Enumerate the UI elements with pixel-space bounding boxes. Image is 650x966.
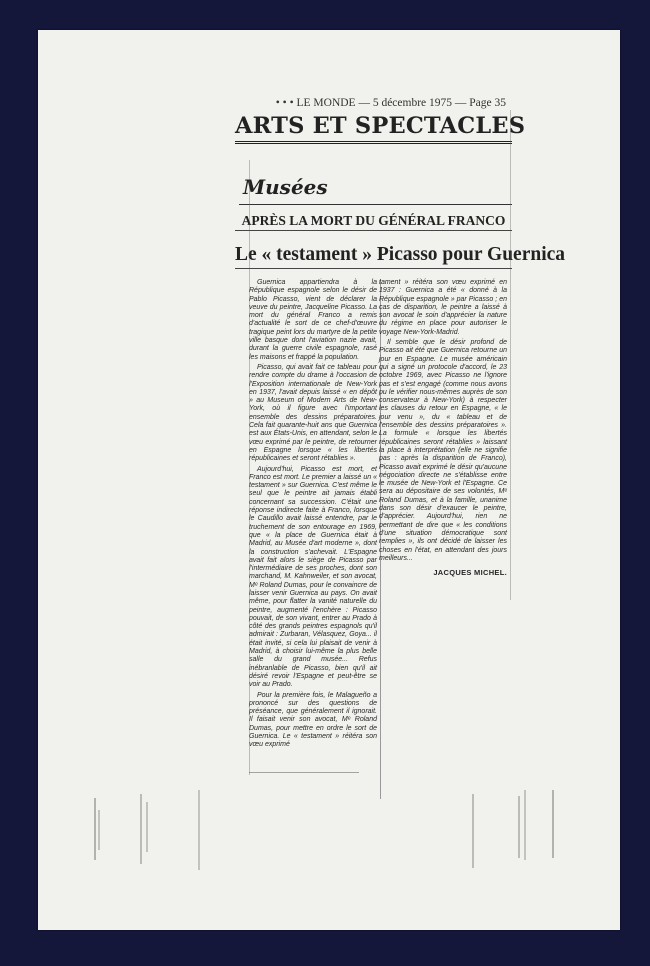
article-body	[235, 279, 512, 809]
headline: Le « testament » Picasso pour Guernica	[235, 242, 512, 269]
byline: JACQUES MICHEL.	[433, 568, 507, 578]
article-column-1	[249, 279, 381, 799]
paragraph: Guernica appartiendra à la République espagnole selon le désir de Pablo Picasso, vient de déclarer la veuve du peintre, Jacqueline Picasso. La mort du général Franco a remis d'actualité le sort de ce chef-d'œuvre tragique peint lors du martyre de la petite ville basque dont l'aviation nazie avait, durant la guerre civile espagnole, rasé les maisons et frappé la population.	[249, 279, 377, 361]
paragraph: Aujourd'hui, Picasso est mort, et Franco est mort. Le premier a laissé un « testament » sur Guernica. C'est même le seul que le peintre ait jamais établi concernant sa succession. C'était une réponse indirecte faite à Franco, lorsque le Caudillo avait laissé entendre, par le truchement de son entourage en 1969, que « la place de Guernica était à Madrid, au Musée d'art moderne », dont la construction s'achevait. L'Espagne avait fait alors le siège de Picasso par l'intermédiaire de ses proches, dont son marchand, M. Kahnweiler, et son avocat, Mᵉ Roland Dumas, pour le convaincre de laisser venir Guernica au pays. On avait même, pour flatter la vanité naturelle du peintre, augmenté l'enchère : Picasso pouvait, de son vivant, entrer au Prado à côté des grands peintres espagnols qu'il admirait : Zurbaran, Vélasquez, Goya... il était invité, si cela lui plaisait de venir à Madrid, à choisir lui-même la plus belle salle du grand musée... Refus inébranlable de Picasso, bien qu'il ait désiré revoir l'Espagne et peut-être se voir au Prado.	[249, 465, 377, 689]
paragraph: Il semble que le désir profond de Picasso ait été que Guernica retourne un jour en Espagne. Le musée américain qui a signé un protocole d'accord, le 23 octobre 1969, avec Picasso ne l'ignore pas et s'est engagé (comme nous avons pu le vérifier nous-mêmes auprès de son conservateur à New-York) à respecter les clauses du retour en Espagne, « le jour venu », du « tableau et de l'ensemble des dessins préparatoires ». La formule « lorsque les libertés républicaines seront rétablies » laissant la place à interprétation (elle ne signifie pas : après la disparition de Franco), Picasso avait exprimé le désir qu'aucune négociation directe ne s'établisse entre le musée de New-York et l'Espagne. Ce sera au dépositaire de ses volontés, Mᵉ Roland Dumas, et à la famille, unanime dans son désir d'exaucer le peintre, d'apprécier. Aujourd'hui, rien ne permettant de dire que « les conditions d'une situation démocratique sont remplies », ils ont décidé de laisser les choses en l'état, en attendant des jours meilleurs...	[379, 339, 507, 562]
scan-specks	[80, 790, 580, 880]
cut-mark-left	[249, 160, 250, 775]
rubric-rule	[239, 204, 512, 205]
article-column-2	[379, 279, 507, 799]
kicker: APRÈS LA MORT DU GÉNÉRAL FRANCO	[235, 212, 512, 231]
cut-mark-bottom	[249, 772, 359, 773]
rubric: Musées	[243, 175, 328, 199]
paragraph: tament » réitéra son vœu exprimé en 1937 : Guernica a été « donné à la République espagnole » par Picasso ; en cas de disparition, le peintre a laissé à son avocat le soin d'apprécier la nature du régime en place pour autoriser le voyage New-York-Madrid.	[379, 279, 507, 336]
paragraph: Pour la première fois, le Malagueño a prononcé sur des questions de préséance, que généralement il ignorait. Il faisait venir son avocat, Mᵉ Roland Dumas, pour mettre en ordre le sort de Guernica. Le « testament » réitéra son vœu exprimé	[249, 691, 377, 749]
paragraph: Picasso, qui avait fait ce tableau pour rendre compte du drame à l'occasion de l'Exposition internationale de New-York en 1937, l'avait depuis laissé « en dépôt » au Museum of Modern Arts de New-York, où il figure avec l'important ensemble des dessins préparatoires. Cela fait quarante-huit ans que Guernica est aux États-Unis, en attendant, selon le vœu exprimé par le peintre, de retourner en Espagne lorsque « les libertés républicaines et seront rétablies ».	[249, 363, 377, 463]
cut-mark-right	[510, 110, 511, 600]
running-head: • • • LE MONDE — 5 décembre 1975 — Page 35	[275, 97, 506, 109]
newspaper-clipping	[235, 95, 566, 809]
section-title: ARTS ET SPECTACLES	[235, 111, 512, 144]
